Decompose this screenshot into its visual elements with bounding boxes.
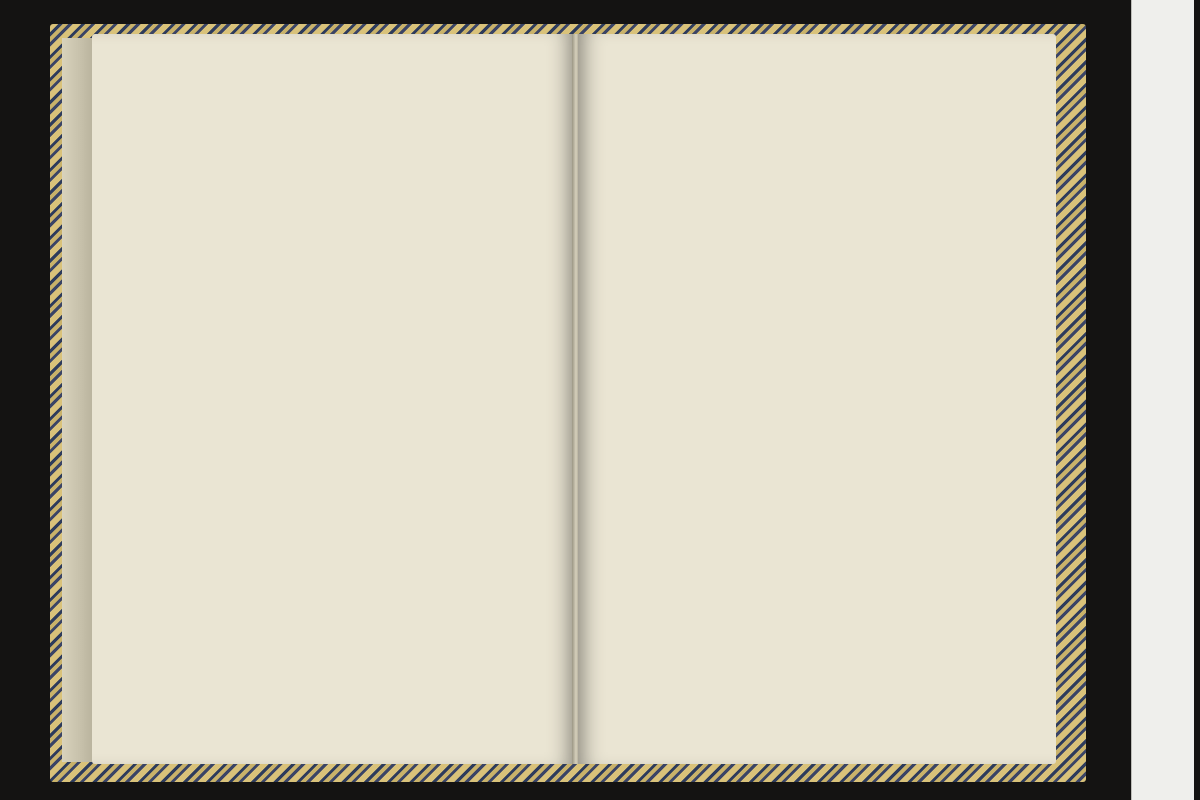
left-page — [92, 34, 574, 764]
measuring-ruler — [1131, 0, 1194, 800]
page-edges — [62, 38, 94, 762]
right-page — [578, 34, 1056, 764]
